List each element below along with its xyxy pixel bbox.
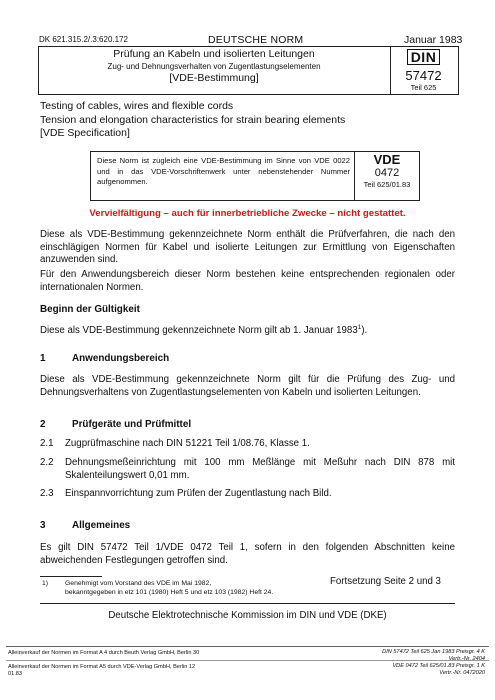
- intro-paragraph-2: Für den Anwendungsbereich dieser Norm bestehen keine entsprechenden regionalen oder internationalen Normen.: [40, 269, 455, 293]
- section-1-number: 1: [40, 353, 46, 364]
- section-1-title: Anwendungsbereich: [72, 353, 170, 364]
- din-designation: [390, 47, 457, 92]
- vde-label: VDE: [373, 152, 401, 167]
- imprint-rule-top: [6, 646, 489, 647]
- section-1-heading: [40, 353, 169, 364]
- english-title-line-1: Testing of cables, wires and flexible cords: [40, 100, 234, 112]
- section-1-text: Diese als VDE-Bestimmung gekennzeichnete Norm gilt für die Prüfung des Zug- und Dehnungsverhaltens von Zugentlastungselementen von Kabeln und isolierten Leitungen.: [40, 374, 455, 398]
- copy-warning: Vervielfältigung – auch für innerbetriebliche Zwecke – nicht gestattet.: [89, 208, 406, 219]
- section-3-number: 3: [40, 520, 46, 531]
- contract-vde: Vertr.-Nr. 0472020: [439, 670, 485, 676]
- vde-note: Diese Norm ist zugleich eine VDE-Bestimmung im Sinne von VDE 0022 und in das VDE-Vorschriftenwerk unter nebenstehender Nummer aufgenommen.: [97, 156, 350, 186]
- price-vde: [392, 663, 485, 677]
- title-line-3: [VDE-Bestimmung]: [169, 72, 259, 84]
- footnote-label: 1): [42, 580, 49, 587]
- contract-din: Vertr.-Nr. 2404: [448, 656, 485, 662]
- imprint-vde-line: Alleinverkauf der Normen im Format A5 durch VDE-Verlag GmbH, Berlin 12: [8, 664, 196, 670]
- price-din-line: DIN 57472 Teil 625 Jan 1983 Preisgr. 4 K: [382, 649, 485, 655]
- imprint-code: 01.83: [8, 671, 22, 677]
- din-part: Teil 625: [410, 83, 437, 92]
- vde-designation: [356, 153, 418, 189]
- footnote-line-1: Genehmigt vom Vorstand des VDE im Mai 1982,: [65, 580, 212, 587]
- english-title-line-3: [VDE Specification]: [40, 127, 130, 139]
- item-label: 2.3: [40, 488, 54, 499]
- price-vde-line: VDE 0472 Teil 625/01.83 Preisgr. 1 K: [392, 663, 485, 669]
- dk-classification: DK 621.315.2/.3:620.172: [39, 35, 128, 44]
- commission-rule: [40, 603, 455, 604]
- validity-sentence-end: ).: [361, 325, 368, 337]
- section-2-number: 2: [40, 419, 46, 430]
- standard-type: DEUTSCHE NORM: [208, 34, 304, 46]
- issue-date: Januar 1983: [404, 34, 463, 46]
- intro-paragraph-1: Diese als VDE-Bestimmung gekennzeichnete Norm enthält die Prüfverfahren, die nach den einschlägigen Normen für Kabel und isolierte Leitungen zur Ermittlung von Eigenschaften anzuwenden sind.: [40, 229, 455, 266]
- footnote-line-2: bekanntgegeben in etz 101 (1980) Heft 5 und etz 103 (1982) Heft 24.: [65, 588, 274, 596]
- vde-part: Teil 625/01.83: [363, 180, 411, 189]
- title-line-2: Zug- und Dehnungsverhalten von Zugentlastungselementen: [107, 62, 321, 71]
- item-text: Einspannvorrichtung zum Prüfen der Zugentlastung nach Bild.: [65, 488, 332, 499]
- section-3-heading: [40, 520, 130, 531]
- imprint-vde-verlag: [8, 664, 195, 678]
- section-3-text: Es gilt DIN 57472 Teil 1/VDE 0472 Teil 1, sofern in den folgenden Abschnitten keine abweichenden Festlegungen getroffen sind.: [40, 542, 455, 566]
- item-label: 2.2: [40, 457, 54, 468]
- footnote-text: [65, 580, 325, 597]
- validity-sentence: Diese als VDE-Bestimmung gekennzeichnete Norm gilt ab 1. Januar 1983: [40, 325, 358, 337]
- price-din: [382, 649, 485, 663]
- din-number: 57472: [405, 68, 442, 83]
- english-title-line-2: Tension and elongation characteristics for strain bearing elements: [40, 113, 346, 126]
- item-label: 2.1: [40, 438, 54, 449]
- title-line-1: Prüfung an Kabeln und isolierten Leitungen: [113, 48, 315, 60]
- item-text: Dehnungsmeßeinrichtung mit 100 mm Meßlänge mit Meßuhr nach DIN 878 mit Skalenteilungswert 0,01 mm.: [65, 457, 455, 481]
- din-logo: DIN: [407, 49, 441, 65]
- imprint-beuth: Alleinverkauf der Normen im Format A 4 durch Beuth Verlag GmbH, Berlin 30: [8, 650, 200, 656]
- vde-box-divider: [354, 152, 355, 200]
- vde-number: 0472: [374, 167, 400, 179]
- validity-text: [40, 322, 455, 338]
- section-2-title: Prüfgeräte und Prüfmittel: [72, 419, 192, 430]
- english-title: [40, 100, 460, 141]
- commission-line: Deutsche Elektrotechnische Kommission im DIN und VDE (DKE): [108, 610, 387, 621]
- section-2-heading: [40, 419, 191, 430]
- section-3-title: Allgemeines: [72, 520, 131, 531]
- continuation-note: Fortsetzung Seite 2 und 3: [330, 576, 441, 587]
- footnote-reference: 1: [357, 324, 362, 331]
- validity-heading: Beginn der Gültigkeit: [40, 304, 140, 315]
- item-text: Zugprüfmaschine nach DIN 51221 Teil 1/08.76, Klasse 1.: [65, 438, 310, 449]
- german-title: [38, 48, 390, 85]
- footnote-separator: [40, 576, 102, 577]
